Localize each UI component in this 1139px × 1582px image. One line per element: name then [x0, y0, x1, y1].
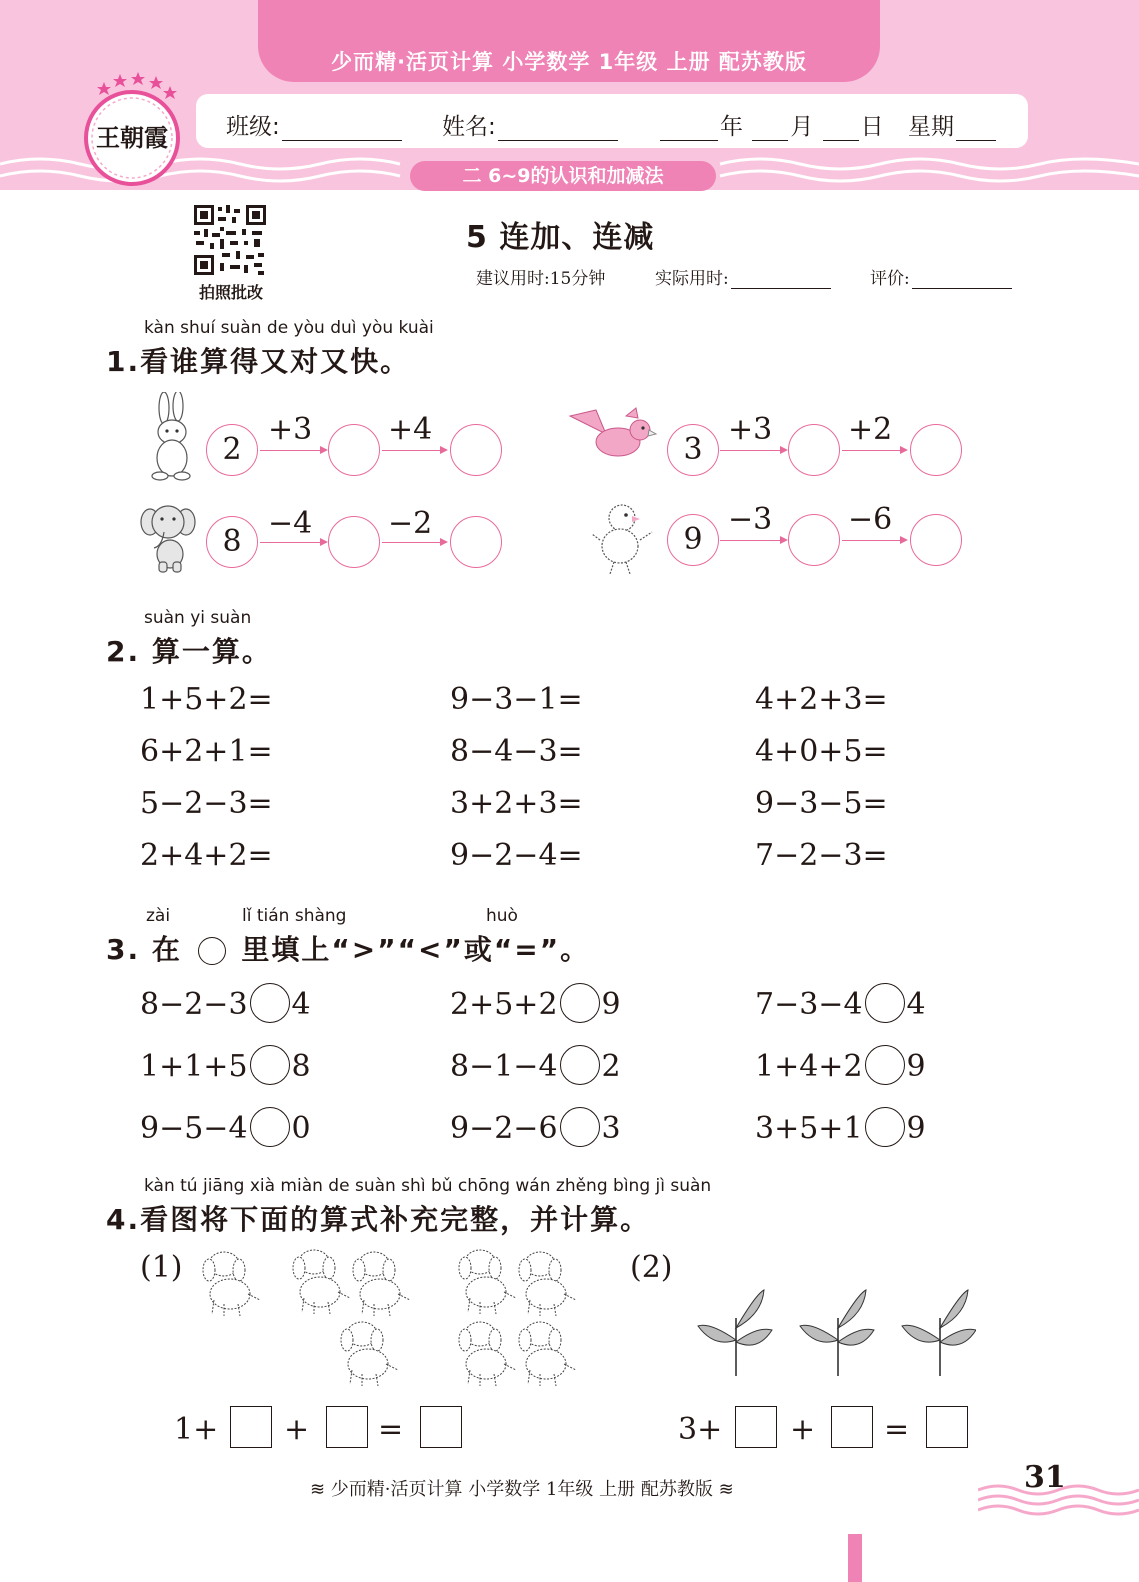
chain4-start: 9 — [667, 514, 719, 566]
weekday-label: 星期 — [908, 114, 954, 140]
circle-icon — [198, 937, 226, 965]
chain1-answer1[interactable] — [328, 424, 380, 476]
compare-circle[interactable] — [865, 1045, 905, 1085]
chain4-op1: −3 — [728, 502, 773, 537]
chain3-start: 8 — [206, 516, 258, 568]
footer-text: ≋ 少而精·活页计算 小学数学 1年级 上册 配苏教版 ≋ — [310, 1479, 734, 1500]
q3-item: 9−2−6 3 — [450, 1110, 621, 1150]
q3-item: 1+1+5 8 — [140, 1048, 311, 1088]
chain1-op2: +4 — [388, 412, 433, 447]
series-title: 少而精·活页计算 小学数学 1年级 上册 配苏教版 — [331, 50, 807, 74]
q2-expr[interactable]: 4+0+5= — [755, 734, 888, 769]
eq2-plus: + — [790, 1412, 816, 1447]
eq1-answer-box[interactable] — [420, 1406, 462, 1448]
q2-expr[interactable]: 8−4−3= — [450, 734, 583, 769]
eq1-plus: + — [284, 1412, 310, 1447]
logo-text: 王朝霞 — [96, 123, 168, 152]
q2-expr[interactable]: 2+4+2= — [140, 838, 273, 873]
q3-item: 3+5+1 9 — [755, 1110, 926, 1150]
date-field[interactable] — [658, 108, 884, 141]
eq1-start: 1+ — [174, 1412, 219, 1447]
compare-circle[interactable] — [250, 1107, 290, 1147]
chain4-arrow1 — [720, 540, 786, 541]
eq1-box2[interactable] — [326, 1406, 368, 1448]
compare-circle[interactable] — [560, 983, 600, 1023]
q2-pinyin: suàn yi suàn — [144, 608, 252, 628]
actual-time-label: 实际用时: — [655, 269, 729, 289]
q3-heading — [106, 928, 590, 968]
suggested-time: 建议用时:15分钟 — [476, 269, 606, 289]
chain1-op1: +3 — [268, 412, 313, 447]
chain2-op1: +3 — [728, 412, 773, 447]
q3-pinyin-2: lǐ tián shàng — [242, 906, 347, 926]
name-field[interactable] — [442, 108, 620, 141]
weekday-field[interactable] — [908, 108, 998, 141]
chain2-answer2[interactable] — [910, 424, 962, 476]
q2-expr[interactable]: 3+2+3= — [450, 786, 583, 821]
eq1-box1[interactable] — [230, 1406, 272, 1448]
compare-circle[interactable] — [250, 1045, 290, 1085]
chain3-op1: −4 — [268, 506, 313, 541]
eq2-answer-box[interactable] — [926, 1406, 968, 1448]
actual-time-field[interactable] — [655, 264, 833, 289]
q3-item: 1+4+2 9 — [755, 1048, 926, 1088]
chain3-arrow2 — [382, 542, 446, 543]
eq2-start: 3+ — [678, 1412, 723, 1447]
compare-circle[interactable] — [250, 983, 290, 1023]
class-label: 班级: — [226, 114, 280, 140]
q1-pinyin: kàn shuí suàn de yòu duì yòu kuài — [144, 318, 434, 338]
rabbit-icon — [146, 392, 198, 482]
q3-item: 8−1−4 2 — [450, 1048, 621, 1088]
chain3-op2: −2 — [388, 506, 433, 541]
q3-pinyin-3: huò — [486, 906, 518, 926]
month-label: 月 — [790, 114, 814, 140]
q3-heading-part2: 里填上“>”“<”或“=”。 — [241, 933, 591, 966]
q2-expr[interactable]: 9−3−1= — [450, 682, 583, 717]
name-label: 姓名: — [442, 114, 496, 140]
qr-code-icon[interactable] — [192, 203, 268, 277]
chain1-arrow2 — [382, 450, 446, 451]
chain1-start: 2 — [206, 424, 258, 476]
chick-icon — [592, 498, 654, 578]
q3-item: 7−3−4 4 — [755, 986, 926, 1026]
q1-heading: 1.看谁算得又对又快。 — [106, 345, 411, 378]
lesson-title: 5 连加、连减 — [466, 220, 655, 255]
eq1-equals: = — [378, 1412, 404, 1447]
chain2-start: 3 — [667, 424, 719, 476]
chain4-answer1[interactable] — [788, 514, 840, 566]
eq2-box2[interactable] — [831, 1406, 873, 1448]
chain2-op2: +2 — [848, 412, 893, 447]
day-label: 日 — [860, 114, 884, 140]
q3-item: 2+5+2 9 — [450, 986, 621, 1026]
page-edge-marker — [848, 1534, 862, 1582]
chain4-arrow2 — [842, 540, 906, 541]
page-number: 31 — [1024, 1460, 1066, 1495]
chain3-answer1[interactable] — [328, 516, 380, 568]
dogs-illustration — [190, 1246, 590, 1392]
chain3-answer2[interactable] — [450, 516, 502, 568]
chain2-arrow1 — [720, 450, 786, 451]
q2-expr[interactable]: 9−2−4= — [450, 838, 583, 873]
compare-circle[interactable] — [560, 1107, 600, 1147]
q3-item: 9−5−4 0 — [140, 1110, 311, 1150]
evaluation-field[interactable] — [870, 264, 1014, 289]
chain1-arrow1 — [260, 450, 326, 451]
chain2-arrow2 — [842, 450, 906, 451]
elephant-icon — [140, 500, 200, 574]
evaluation-label: 评价: — [870, 269, 910, 289]
compare-circle[interactable] — [560, 1045, 600, 1085]
q4-pinyin: kàn tú jiāng xià miàn de suàn shì bǔ chōng wán zhěng bìng jì suàn — [144, 1176, 712, 1196]
q2-heading: 2. 算一算。 — [106, 635, 272, 668]
q2-expr[interactable]: 7−2−3= — [755, 838, 888, 873]
chain3-arrow1 — [260, 542, 326, 543]
q4-heading: 4.看图将下面的算式补充完整，并计算。 — [106, 1203, 651, 1236]
compare-circle[interactable] — [865, 983, 905, 1023]
q2-expr[interactable]: 1+5+2= — [140, 682, 273, 717]
chain1-answer2[interactable] — [450, 424, 502, 476]
unit-title: 二 6~9的认识和加减法 — [410, 161, 716, 191]
leaves-illustration — [696, 1288, 976, 1380]
year-label: 年 — [720, 114, 743, 140]
bird-icon — [566, 404, 658, 466]
eq2-box1[interactable] — [735, 1406, 777, 1448]
q4-part1-label: (1) — [140, 1250, 183, 1285]
eq2-equals: = — [884, 1412, 910, 1447]
q3-heading-part1: 3. 在 — [106, 933, 182, 966]
logo-icon — [80, 68, 184, 188]
chain2-answer1[interactable] — [788, 424, 840, 476]
qr-label: 拍照批改 — [198, 283, 263, 302]
chain4-op2: −6 — [848, 502, 893, 537]
q3-pinyin-1: zài — [146, 906, 171, 926]
q2-expr[interactable]: 6+2+1= — [140, 734, 273, 769]
q2-expr[interactable]: 9−3−5= — [755, 786, 888, 821]
q4-part2-label: (2) — [630, 1250, 673, 1285]
q3-item: 8−2−3 4 — [140, 986, 311, 1026]
compare-circle[interactable] — [865, 1107, 905, 1147]
chain4-answer2[interactable] — [910, 514, 962, 566]
q2-expr[interactable]: 4+2+3= — [755, 682, 888, 717]
class-field[interactable] — [226, 108, 404, 141]
q2-expr[interactable]: 5−2−3= — [140, 786, 273, 821]
